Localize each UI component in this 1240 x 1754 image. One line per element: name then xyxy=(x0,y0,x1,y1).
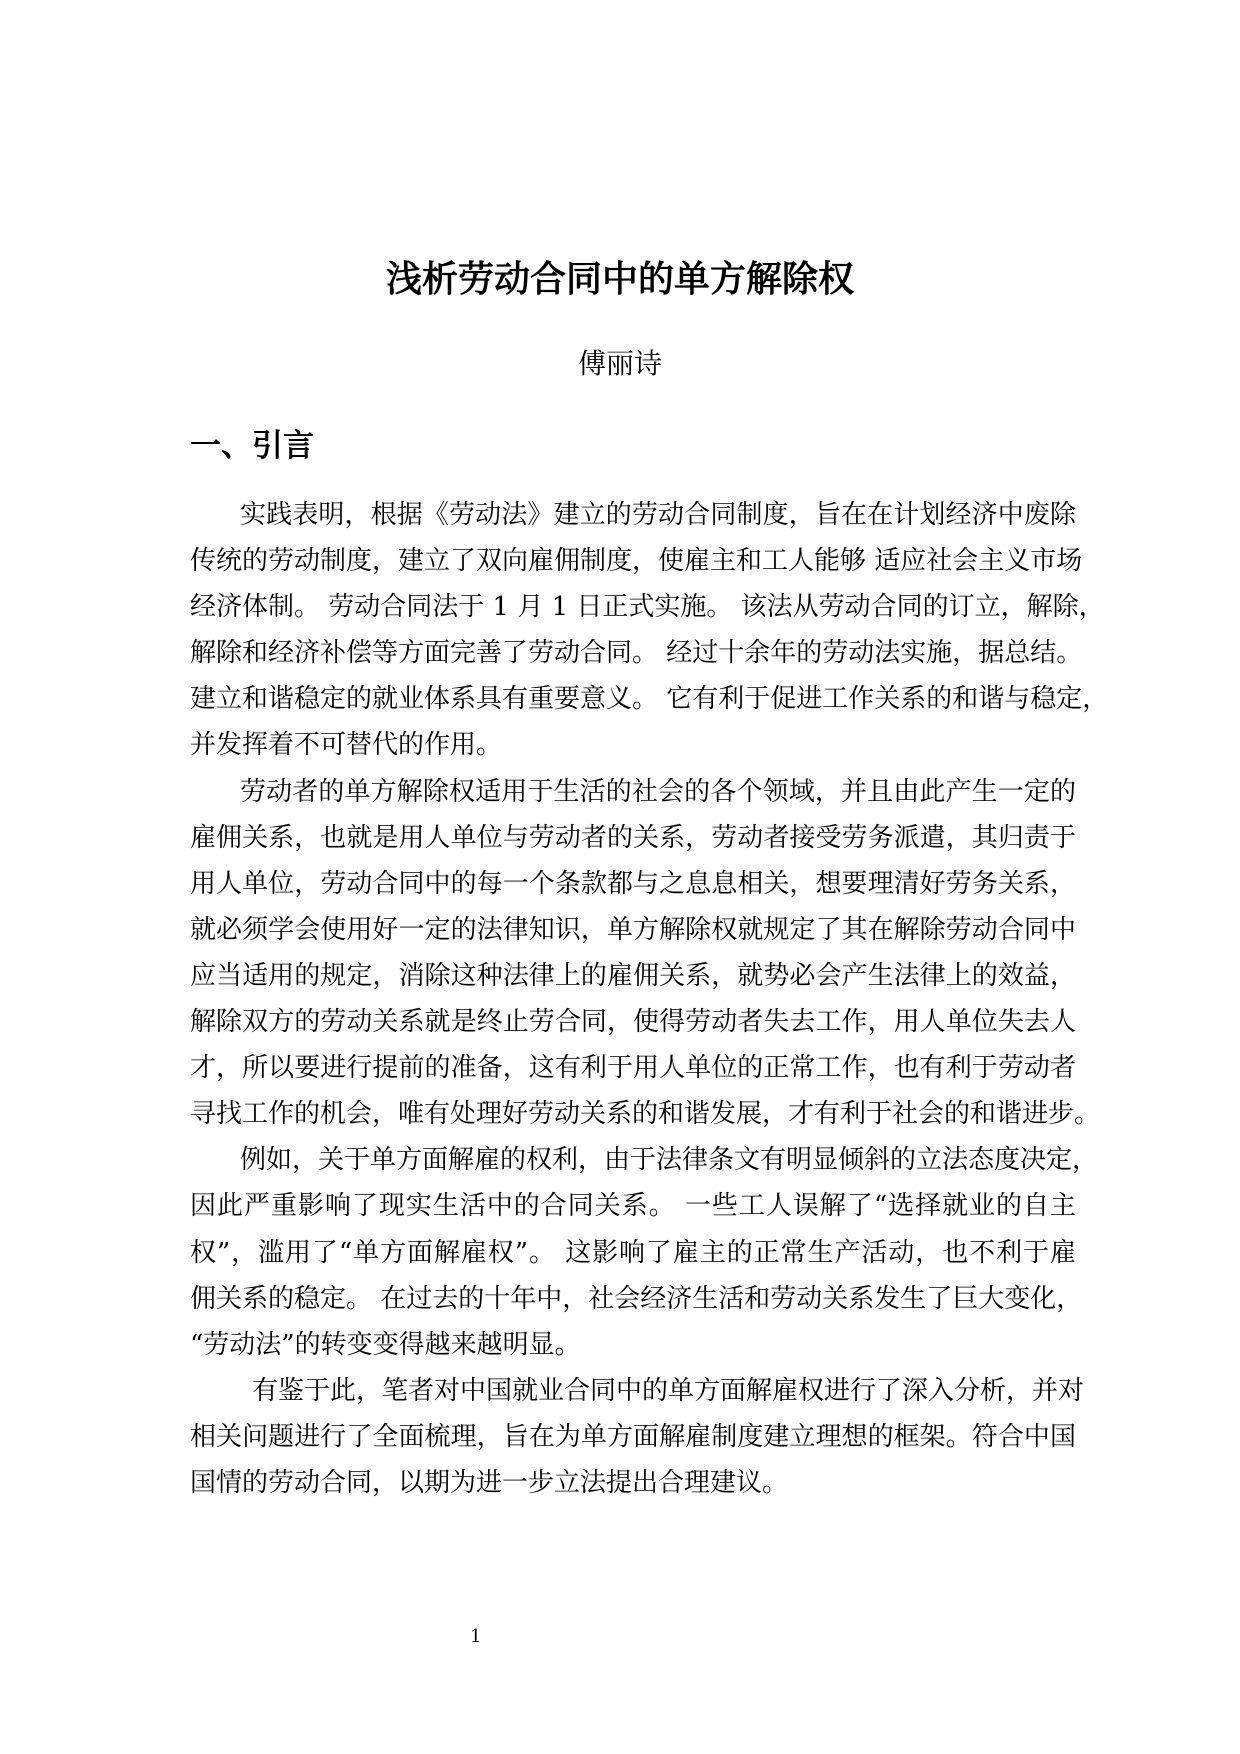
paragraph xyxy=(190,1368,1085,1506)
paragraph-line: “劳动法”的转变变得越来越明显。 xyxy=(190,1329,581,1360)
paragraph-line: 解除和经济补偿等方面完善了劳动合同。 经过十余年的劳动法实施，据总结。 xyxy=(190,638,1083,669)
paragraph-line: 传统的劳动制度，建立了双向雇佣制度，使雇主和工人能够 适应社会主义市场 xyxy=(190,546,1083,577)
paragraph-line: 佣关系的稳定。 在过去的十年中，社会经济生活和劳动关系发生了巨大变化， xyxy=(190,1283,1083,1314)
paragraph-line: 解除双方的劳动关系就是终止劳合同，使得劳动者失去工作，用人单位失去人 xyxy=(190,1007,1076,1038)
paragraph-line: 相关问题进行了全面梳理，旨在为单方面解雇制度建立理想的框架。符合中国 xyxy=(190,1421,1076,1452)
paragraph-line: 雇佣关系，也就是用人单位与劳动者的关系，劳动者接受劳务派遣，其归责于 xyxy=(190,822,1076,853)
paragraph-line: 应当适用的规定，消除这种法律上的雇佣关系，就势必会产生法律上的效益， xyxy=(190,960,1076,991)
paragraph xyxy=(190,1137,1099,1367)
paragraph-line: 才，所以要进行提前的准备，这有利于用人单位的正常工作，也有利于劳动者 xyxy=(190,1053,1076,1084)
section-heading: 一、引言 xyxy=(190,428,314,464)
paragraph-line: 就必须学会使用好一定的法律知识，单方解除权就规定了其在解除劳动合同中 xyxy=(190,914,1076,945)
paragraph-line: 因此严重影响了现实生活中的合同关系。 一些工人误解了“选择就业的自主 xyxy=(190,1191,1076,1222)
paragraph-line: 实践表明，根据《劳动法》建立的劳动合同制度，旨在在计划经济中废除 xyxy=(240,500,1076,530)
paragraph-line: 劳动者的单方解除权适用于生活的社会的各个领域，并且由此产生一定的 xyxy=(240,776,1076,807)
author-name: 傅丽诗 xyxy=(577,347,662,380)
paragraph-line: 例如，关于单方面解雇的权利，由于法律条文有明显倾斜的立法态度决定， xyxy=(240,1145,1099,1176)
paragraph-line: 权”，滥用了“单方面解雇权”。 这影响了雇主的正常生产活动，也不利于雇 xyxy=(190,1237,1076,1268)
paragraph-line: 并发挥着不可替代的作用。 xyxy=(190,730,503,761)
paragraph-line: 建立和谐稳定的就业体系具有重要意义。 它有利于促进工作关系的和谐与稳定， xyxy=(190,684,1109,715)
document-title: 浅析劳动合同中的单方解除权 xyxy=(385,259,854,300)
paragraph-line: 有鉴于此，笔者对中国就业合同中的单方面解雇权进行了深入分析，并对 xyxy=(252,1375,1085,1406)
paragraph-line: 用人单位，劳动合同中的每一个条款都与之息息相关，想要理清好劳务关系， xyxy=(190,868,1076,899)
paragraph xyxy=(190,769,1101,1138)
page-number: 1 xyxy=(470,1626,482,1647)
paragraph-line: 经济体制。 劳动合同法于 1 月 1 日正式实施。 该法从劳动合同的订立，解除， xyxy=(190,592,1105,623)
body-text xyxy=(190,492,1109,1506)
paragraph-line: 寻找工作的机会，唯有处理好劳动关系的和谐发展，才有利于社会的和谐进步。 xyxy=(190,1099,1101,1130)
paragraph xyxy=(190,492,1109,769)
paragraph-line: 国情的劳动合同，以期为进一步立法提出合理建议。 xyxy=(190,1467,789,1498)
